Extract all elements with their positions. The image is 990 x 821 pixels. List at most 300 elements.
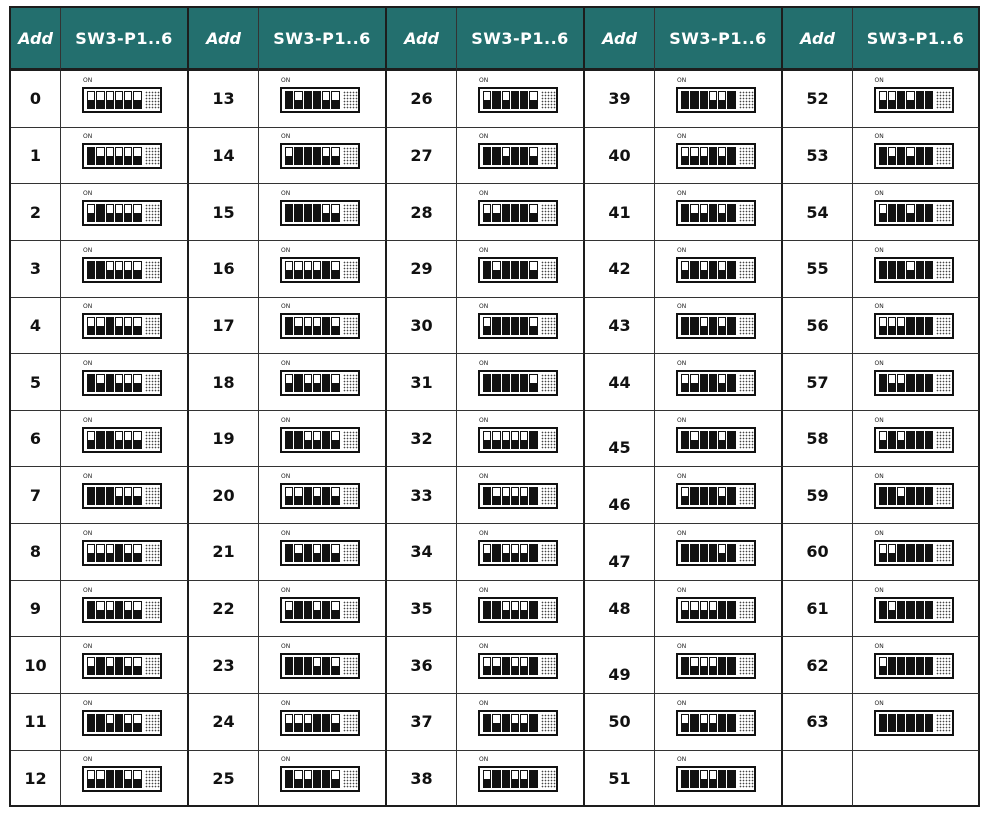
switch-cell bbox=[457, 128, 585, 185]
dip-switch-lever bbox=[709, 487, 717, 505]
dip-switch-lever bbox=[700, 204, 708, 222]
dip-switch-lever bbox=[313, 374, 321, 392]
dip-switch-lever bbox=[115, 261, 123, 279]
dip-switch-lever bbox=[925, 714, 933, 732]
dip-switch-lever bbox=[285, 657, 293, 675]
switch-cell bbox=[853, 241, 980, 298]
dip-switch-lever bbox=[906, 601, 914, 619]
dip-switch-lever bbox=[492, 147, 500, 165]
dip-switch-lever bbox=[304, 147, 312, 165]
dip-switch-lever bbox=[322, 374, 330, 392]
dip-switch bbox=[874, 361, 958, 403]
dip-switch-lever bbox=[285, 374, 293, 392]
dip-switch-lever bbox=[331, 204, 339, 222]
dip-switch-body bbox=[676, 653, 756, 679]
dip-switch-lever bbox=[727, 544, 735, 562]
dip-switch-unused-positions bbox=[739, 91, 754, 109]
dip-switch-lever bbox=[897, 147, 905, 165]
dip-switch bbox=[676, 418, 760, 460]
dip-switch-lever bbox=[294, 147, 302, 165]
dip-switch bbox=[82, 418, 166, 460]
dip-switch-on-label: ON bbox=[874, 303, 884, 311]
dip-switch-lever bbox=[529, 487, 537, 505]
dip-switch-on-label: ON bbox=[281, 303, 291, 311]
dip-switch-lever bbox=[285, 714, 293, 732]
dip-switch-lever bbox=[492, 91, 500, 109]
dip-switch-on-label: ON bbox=[83, 76, 93, 84]
dip-switch-lever bbox=[925, 317, 933, 335]
dip-switch-lever bbox=[879, 261, 887, 279]
dip-switch-lever bbox=[304, 317, 312, 335]
dip-switch-unused-positions bbox=[145, 204, 160, 222]
dip-switch-lever bbox=[106, 91, 114, 109]
dip-switch-lever bbox=[520, 770, 528, 788]
address-cell: 26 bbox=[387, 71, 457, 128]
dip-switch-lever bbox=[727, 204, 735, 222]
dip-switch bbox=[874, 418, 958, 460]
dip-switch-lever bbox=[700, 714, 708, 732]
dip-switch-on-label: ON bbox=[479, 473, 489, 481]
dip-switch bbox=[280, 304, 364, 346]
switch-cell bbox=[61, 524, 189, 581]
address-cell: 56 bbox=[783, 298, 853, 355]
address-cell: 1 bbox=[11, 128, 61, 185]
address-cell: 29 bbox=[387, 241, 457, 298]
dip-switch-lever bbox=[709, 431, 717, 449]
dip-switch bbox=[478, 701, 562, 743]
dip-switch-lever bbox=[313, 544, 321, 562]
dip-switch-unused-positions bbox=[145, 487, 160, 505]
header-switch-cell: SW3-P1..6 bbox=[259, 8, 387, 71]
dip-switch bbox=[82, 78, 166, 120]
dip-switch-unused-positions bbox=[739, 657, 754, 675]
dip-switch-lever bbox=[313, 261, 321, 279]
dip-switch bbox=[280, 474, 364, 516]
dip-switch-unused-positions bbox=[936, 657, 951, 675]
dip-switch bbox=[676, 78, 760, 120]
dip-switch-on-label: ON bbox=[479, 360, 489, 368]
dip-switch-lever bbox=[879, 487, 887, 505]
dip-switch-lever bbox=[133, 374, 141, 392]
dip-switch-lever bbox=[520, 147, 528, 165]
switch-cell bbox=[853, 467, 980, 524]
dip-switch-body bbox=[478, 766, 558, 792]
dip-switch-lever bbox=[322, 261, 330, 279]
dip-switch-lever bbox=[304, 770, 312, 788]
switch-cell bbox=[457, 751, 585, 808]
dip-switch-lever bbox=[727, 317, 735, 335]
dip-switch-lever bbox=[916, 431, 924, 449]
dip-switch-body bbox=[82, 710, 162, 736]
address-cell: 0 bbox=[11, 71, 61, 128]
address-cell: 60 bbox=[783, 524, 853, 581]
dip-switch-lever bbox=[529, 317, 537, 335]
dip-switch-lever bbox=[106, 261, 114, 279]
dip-switch-unused-positions bbox=[936, 374, 951, 392]
dip-switch-lever bbox=[916, 204, 924, 222]
dip-switch-lever bbox=[690, 91, 698, 109]
dip-switch-lever bbox=[700, 261, 708, 279]
dip-switch-body bbox=[478, 87, 558, 113]
dip-switch-on-label: ON bbox=[281, 76, 291, 84]
dip-switch-body bbox=[676, 427, 756, 453]
dip-switch-lever bbox=[916, 374, 924, 392]
dip-switch-lever bbox=[322, 91, 330, 109]
dip-switch-lever bbox=[304, 657, 312, 675]
dip-switch-on-label: ON bbox=[874, 190, 884, 198]
dip-switch-body bbox=[874, 370, 954, 396]
dip-switch-lever bbox=[700, 431, 708, 449]
dip-switch-lever bbox=[681, 601, 689, 619]
dip-switch-on-label: ON bbox=[281, 246, 291, 254]
dip-switch-lever bbox=[124, 487, 132, 505]
address-cell: 10 bbox=[11, 637, 61, 694]
dip-switch-unused-positions bbox=[145, 317, 160, 335]
address-cell: 43 bbox=[585, 298, 655, 355]
address-cell bbox=[783, 751, 853, 808]
switch-cell bbox=[61, 354, 189, 411]
dip-switch-lever bbox=[96, 657, 104, 675]
dip-switch bbox=[82, 304, 166, 346]
switch-cell bbox=[61, 298, 189, 355]
switch-cell bbox=[655, 751, 783, 808]
dip-switch bbox=[676, 304, 760, 346]
dip-switch-lever bbox=[529, 204, 537, 222]
dip-switch-lever bbox=[700, 770, 708, 788]
dip-switch-lever bbox=[529, 374, 537, 392]
dip-switch-lever bbox=[511, 657, 519, 675]
dip-switch-body bbox=[82, 427, 162, 453]
dip-switch-lever bbox=[681, 261, 689, 279]
dip-switch bbox=[874, 134, 958, 176]
dip-switch-lever bbox=[879, 91, 887, 109]
dip-switch-on-label: ON bbox=[83, 303, 93, 311]
dip-switch-lever bbox=[492, 204, 500, 222]
dip-switch-lever bbox=[285, 487, 293, 505]
dip-switch-unused-positions bbox=[541, 487, 556, 505]
dip-switch-lever bbox=[285, 261, 293, 279]
dip-switch bbox=[874, 531, 958, 573]
dip-switch-lever bbox=[925, 147, 933, 165]
dip-switch-lever bbox=[304, 487, 312, 505]
dip-switch-on-label: ON bbox=[281, 756, 291, 763]
switch-cell bbox=[655, 411, 783, 468]
dip-switch-on-label: ON bbox=[83, 360, 93, 368]
dip-switch-lever bbox=[727, 374, 735, 392]
dip-switch-lever bbox=[96, 601, 104, 619]
dip-switch-lever bbox=[888, 544, 896, 562]
dip-switch-lever bbox=[304, 204, 312, 222]
address-cell: 12 bbox=[11, 751, 61, 808]
dip-switch-lever bbox=[87, 657, 95, 675]
address-cell: 57 bbox=[783, 354, 853, 411]
dip-switch-unused-positions bbox=[541, 374, 556, 392]
address-cell: 62 bbox=[783, 637, 853, 694]
switch-cell bbox=[457, 694, 585, 751]
switch-cell bbox=[853, 751, 980, 808]
dip-switch-lever bbox=[294, 91, 302, 109]
switch-cell bbox=[655, 71, 783, 128]
dip-switch-lever bbox=[483, 317, 491, 335]
dip-switch-body bbox=[478, 427, 558, 453]
address-cell: 17 bbox=[189, 298, 259, 355]
dip-switch-on-label: ON bbox=[874, 586, 884, 594]
dip-switch-lever bbox=[87, 374, 95, 392]
dip-switch-body bbox=[874, 257, 954, 283]
dip-switch-lever bbox=[115, 147, 123, 165]
dip-switch bbox=[478, 531, 562, 573]
dip-switch-on-label: ON bbox=[677, 76, 687, 84]
dip-switch-lever bbox=[709, 601, 717, 619]
dip-switch-lever bbox=[502, 544, 510, 562]
dip-switch-on-label: ON bbox=[479, 416, 489, 424]
switch-cell bbox=[655, 298, 783, 355]
dip-switch-lever bbox=[502, 770, 510, 788]
dip-switch-body bbox=[478, 653, 558, 679]
dip-switch-unused-positions bbox=[936, 261, 951, 279]
dip-switch-lever bbox=[96, 261, 104, 279]
dip-switch-unused-positions bbox=[145, 431, 160, 449]
dip-switch-lever bbox=[322, 601, 330, 619]
dip-switch-lever bbox=[727, 601, 735, 619]
dip-switch-lever bbox=[331, 601, 339, 619]
dip-switch-lever bbox=[492, 657, 500, 675]
dip-switch-unused-positions bbox=[541, 601, 556, 619]
dip-switch-lever bbox=[502, 601, 510, 619]
dip-switch-lever bbox=[492, 261, 500, 279]
dip-switch-lever bbox=[106, 204, 114, 222]
dip-switch-lever bbox=[331, 317, 339, 335]
dip-switch-body bbox=[676, 540, 756, 566]
dip-switch-on-label: ON bbox=[479, 586, 489, 594]
dip-switch-unused-positions bbox=[145, 91, 160, 109]
dip-switch-lever bbox=[520, 91, 528, 109]
switch-cell bbox=[61, 411, 189, 468]
dip-switch-body bbox=[676, 766, 756, 792]
dip-switch-unused-positions bbox=[343, 374, 358, 392]
dip-switch-on-label: ON bbox=[281, 699, 291, 707]
dip-switch-lever bbox=[727, 91, 735, 109]
switch-cell bbox=[259, 751, 387, 808]
dip-switch-body bbox=[280, 653, 360, 679]
dip-switch-unused-positions bbox=[541, 204, 556, 222]
dip-switch-unused-positions bbox=[343, 714, 358, 732]
dip-switch bbox=[478, 588, 562, 630]
dip-switch bbox=[280, 418, 364, 460]
dip-switch-lever bbox=[879, 601, 887, 619]
dip-switch-lever bbox=[916, 487, 924, 505]
dip-switch-lever bbox=[690, 601, 698, 619]
header-add-cell: Add bbox=[585, 8, 655, 71]
dip-switch-lever bbox=[492, 601, 500, 619]
dip-switch-on-label: ON bbox=[677, 643, 687, 651]
dip-switch-lever bbox=[897, 657, 905, 675]
dip-switch-unused-positions bbox=[145, 714, 160, 732]
dip-switch-lever bbox=[709, 261, 717, 279]
dip-switch-lever bbox=[906, 317, 914, 335]
switch-cell bbox=[655, 694, 783, 751]
dip-switch-unused-positions bbox=[145, 374, 160, 392]
address-cell: 37 bbox=[387, 694, 457, 751]
dip-switch-body bbox=[874, 710, 954, 736]
address-cell: 51 bbox=[585, 751, 655, 808]
dip-switch-lever bbox=[124, 147, 132, 165]
dip-switch-on-label: ON bbox=[479, 303, 489, 311]
dip-switch-lever bbox=[96, 770, 104, 788]
dip-switch-lever bbox=[133, 770, 141, 788]
dip-switch-body bbox=[478, 370, 558, 396]
dip-switch-lever bbox=[331, 544, 339, 562]
dip-switch-lever bbox=[115, 601, 123, 619]
dip-switch-lever bbox=[681, 544, 689, 562]
dip-switch-lever bbox=[888, 601, 896, 619]
dip-switch-lever bbox=[916, 147, 924, 165]
address-cell: 58 bbox=[783, 411, 853, 468]
dip-switch-lever bbox=[727, 657, 735, 675]
switch-cell bbox=[853, 71, 980, 128]
dip-switch-body bbox=[280, 766, 360, 792]
dip-switch-lever bbox=[511, 601, 519, 619]
dip-switch-on-label: ON bbox=[874, 529, 884, 537]
dip-switch-unused-positions bbox=[145, 147, 160, 165]
header-switch-cell: SW3-P1..6 bbox=[655, 8, 783, 71]
dip-switch-lever bbox=[124, 261, 132, 279]
dip-switch-lever bbox=[294, 317, 302, 335]
address-cell: 14 bbox=[189, 128, 259, 185]
dip-switch-lever bbox=[87, 714, 95, 732]
dip-switch-lever bbox=[124, 204, 132, 222]
dip-switch-lever bbox=[483, 374, 491, 392]
address-cell: 49 bbox=[585, 637, 655, 694]
dip-switch-lever bbox=[285, 544, 293, 562]
dip-switch-lever bbox=[888, 147, 896, 165]
dip-switch-lever bbox=[294, 261, 302, 279]
switch-cell bbox=[259, 411, 387, 468]
dip-switch-lever bbox=[681, 487, 689, 505]
dip-switch-body bbox=[82, 766, 162, 792]
dip-switch-lever bbox=[690, 657, 698, 675]
dip-switch-on-label: ON bbox=[83, 473, 93, 481]
address-cell: 22 bbox=[189, 581, 259, 638]
dip-switch-lever bbox=[87, 317, 95, 335]
dip-switch-lever bbox=[313, 431, 321, 449]
dip-switch-lever bbox=[520, 544, 528, 562]
address-cell: 30 bbox=[387, 298, 457, 355]
dip-switch-body bbox=[478, 200, 558, 226]
dip-switch-lever bbox=[897, 91, 905, 109]
address-cell: 55 bbox=[783, 241, 853, 298]
dip-switch-body bbox=[280, 370, 360, 396]
address-cell: 50 bbox=[585, 694, 655, 751]
dip-switch-lever bbox=[925, 374, 933, 392]
dip-switch-lever bbox=[322, 487, 330, 505]
dip-switch-lever bbox=[115, 91, 123, 109]
dip-switch-lever bbox=[87, 601, 95, 619]
dip-switch-lever bbox=[916, 714, 924, 732]
dip-switch-unused-positions bbox=[541, 431, 556, 449]
dip-switch-lever bbox=[520, 714, 528, 732]
dip-switch-lever bbox=[294, 544, 302, 562]
switch-cell bbox=[655, 467, 783, 524]
dip-switch-body bbox=[478, 313, 558, 339]
dip-switch-lever bbox=[700, 91, 708, 109]
dip-switch-body bbox=[280, 313, 360, 339]
switch-cell bbox=[457, 581, 585, 638]
dip-switch-on-label: ON bbox=[479, 190, 489, 198]
dip-switch-lever bbox=[888, 317, 896, 335]
dip-switch bbox=[676, 757, 760, 799]
dip-switch bbox=[280, 248, 364, 290]
dip-switch-lever bbox=[906, 261, 914, 279]
dip-switch-lever bbox=[709, 374, 717, 392]
dip-switch-lever bbox=[106, 544, 114, 562]
dip-switch-lever bbox=[529, 714, 537, 732]
dip-switch-on-label: ON bbox=[479, 699, 489, 707]
dip-switch-lever bbox=[925, 657, 933, 675]
dip-switch-lever bbox=[133, 204, 141, 222]
dip-switch-unused-positions bbox=[936, 317, 951, 335]
dip-switch-lever bbox=[322, 714, 330, 732]
dip-switch-on-label: ON bbox=[83, 529, 93, 537]
dip-switch-lever bbox=[106, 374, 114, 392]
dip-switch-lever bbox=[294, 487, 302, 505]
address-cell: 15 bbox=[189, 184, 259, 241]
dip-switch bbox=[676, 474, 760, 516]
address-cell: 9 bbox=[11, 581, 61, 638]
dip-switch-lever bbox=[897, 544, 905, 562]
dip-switch-lever bbox=[709, 544, 717, 562]
dip-switch-lever bbox=[115, 431, 123, 449]
dip-switch-lever bbox=[133, 601, 141, 619]
switch-cell bbox=[259, 637, 387, 694]
address-cell: 27 bbox=[387, 128, 457, 185]
dip-switch-lever bbox=[331, 261, 339, 279]
dip-switch-lever bbox=[879, 431, 887, 449]
dip-switch-lever bbox=[294, 770, 302, 788]
dip-switch-unused-positions bbox=[541, 261, 556, 279]
dip-switch-body bbox=[82, 540, 162, 566]
switch-cell bbox=[259, 184, 387, 241]
dip-switch-on-label: ON bbox=[281, 586, 291, 594]
dip-switch-lever bbox=[133, 261, 141, 279]
dip-switch-lever bbox=[718, 601, 726, 619]
switch-cell bbox=[457, 637, 585, 694]
dip-switch-lever bbox=[888, 204, 896, 222]
dip-switch bbox=[676, 361, 760, 403]
dip-switch-lever bbox=[718, 714, 726, 732]
dip-switch-lever bbox=[511, 487, 519, 505]
dip-switch-on-label: ON bbox=[281, 133, 291, 141]
dip-switch-on-label: ON bbox=[281, 643, 291, 651]
header-switch-cell: SW3-P1..6 bbox=[61, 8, 189, 71]
dip-switch-lever bbox=[690, 261, 698, 279]
switch-cell bbox=[259, 524, 387, 581]
dip-switch-lever bbox=[322, 431, 330, 449]
dip-switch-lever bbox=[285, 91, 293, 109]
dip-switch-unused-positions bbox=[936, 204, 951, 222]
dip-switch-lever bbox=[700, 601, 708, 619]
address-cell: 33 bbox=[387, 467, 457, 524]
switch-cell bbox=[655, 241, 783, 298]
dip-switch-lever bbox=[888, 431, 896, 449]
dip-switch-lever bbox=[897, 487, 905, 505]
address-cell: 19 bbox=[189, 411, 259, 468]
switch-cell bbox=[853, 128, 980, 185]
dip-switch-lever bbox=[483, 714, 491, 732]
dip-switch-unused-positions bbox=[541, 770, 556, 788]
dip-switch-on-label: ON bbox=[281, 529, 291, 537]
dip-switch bbox=[478, 361, 562, 403]
